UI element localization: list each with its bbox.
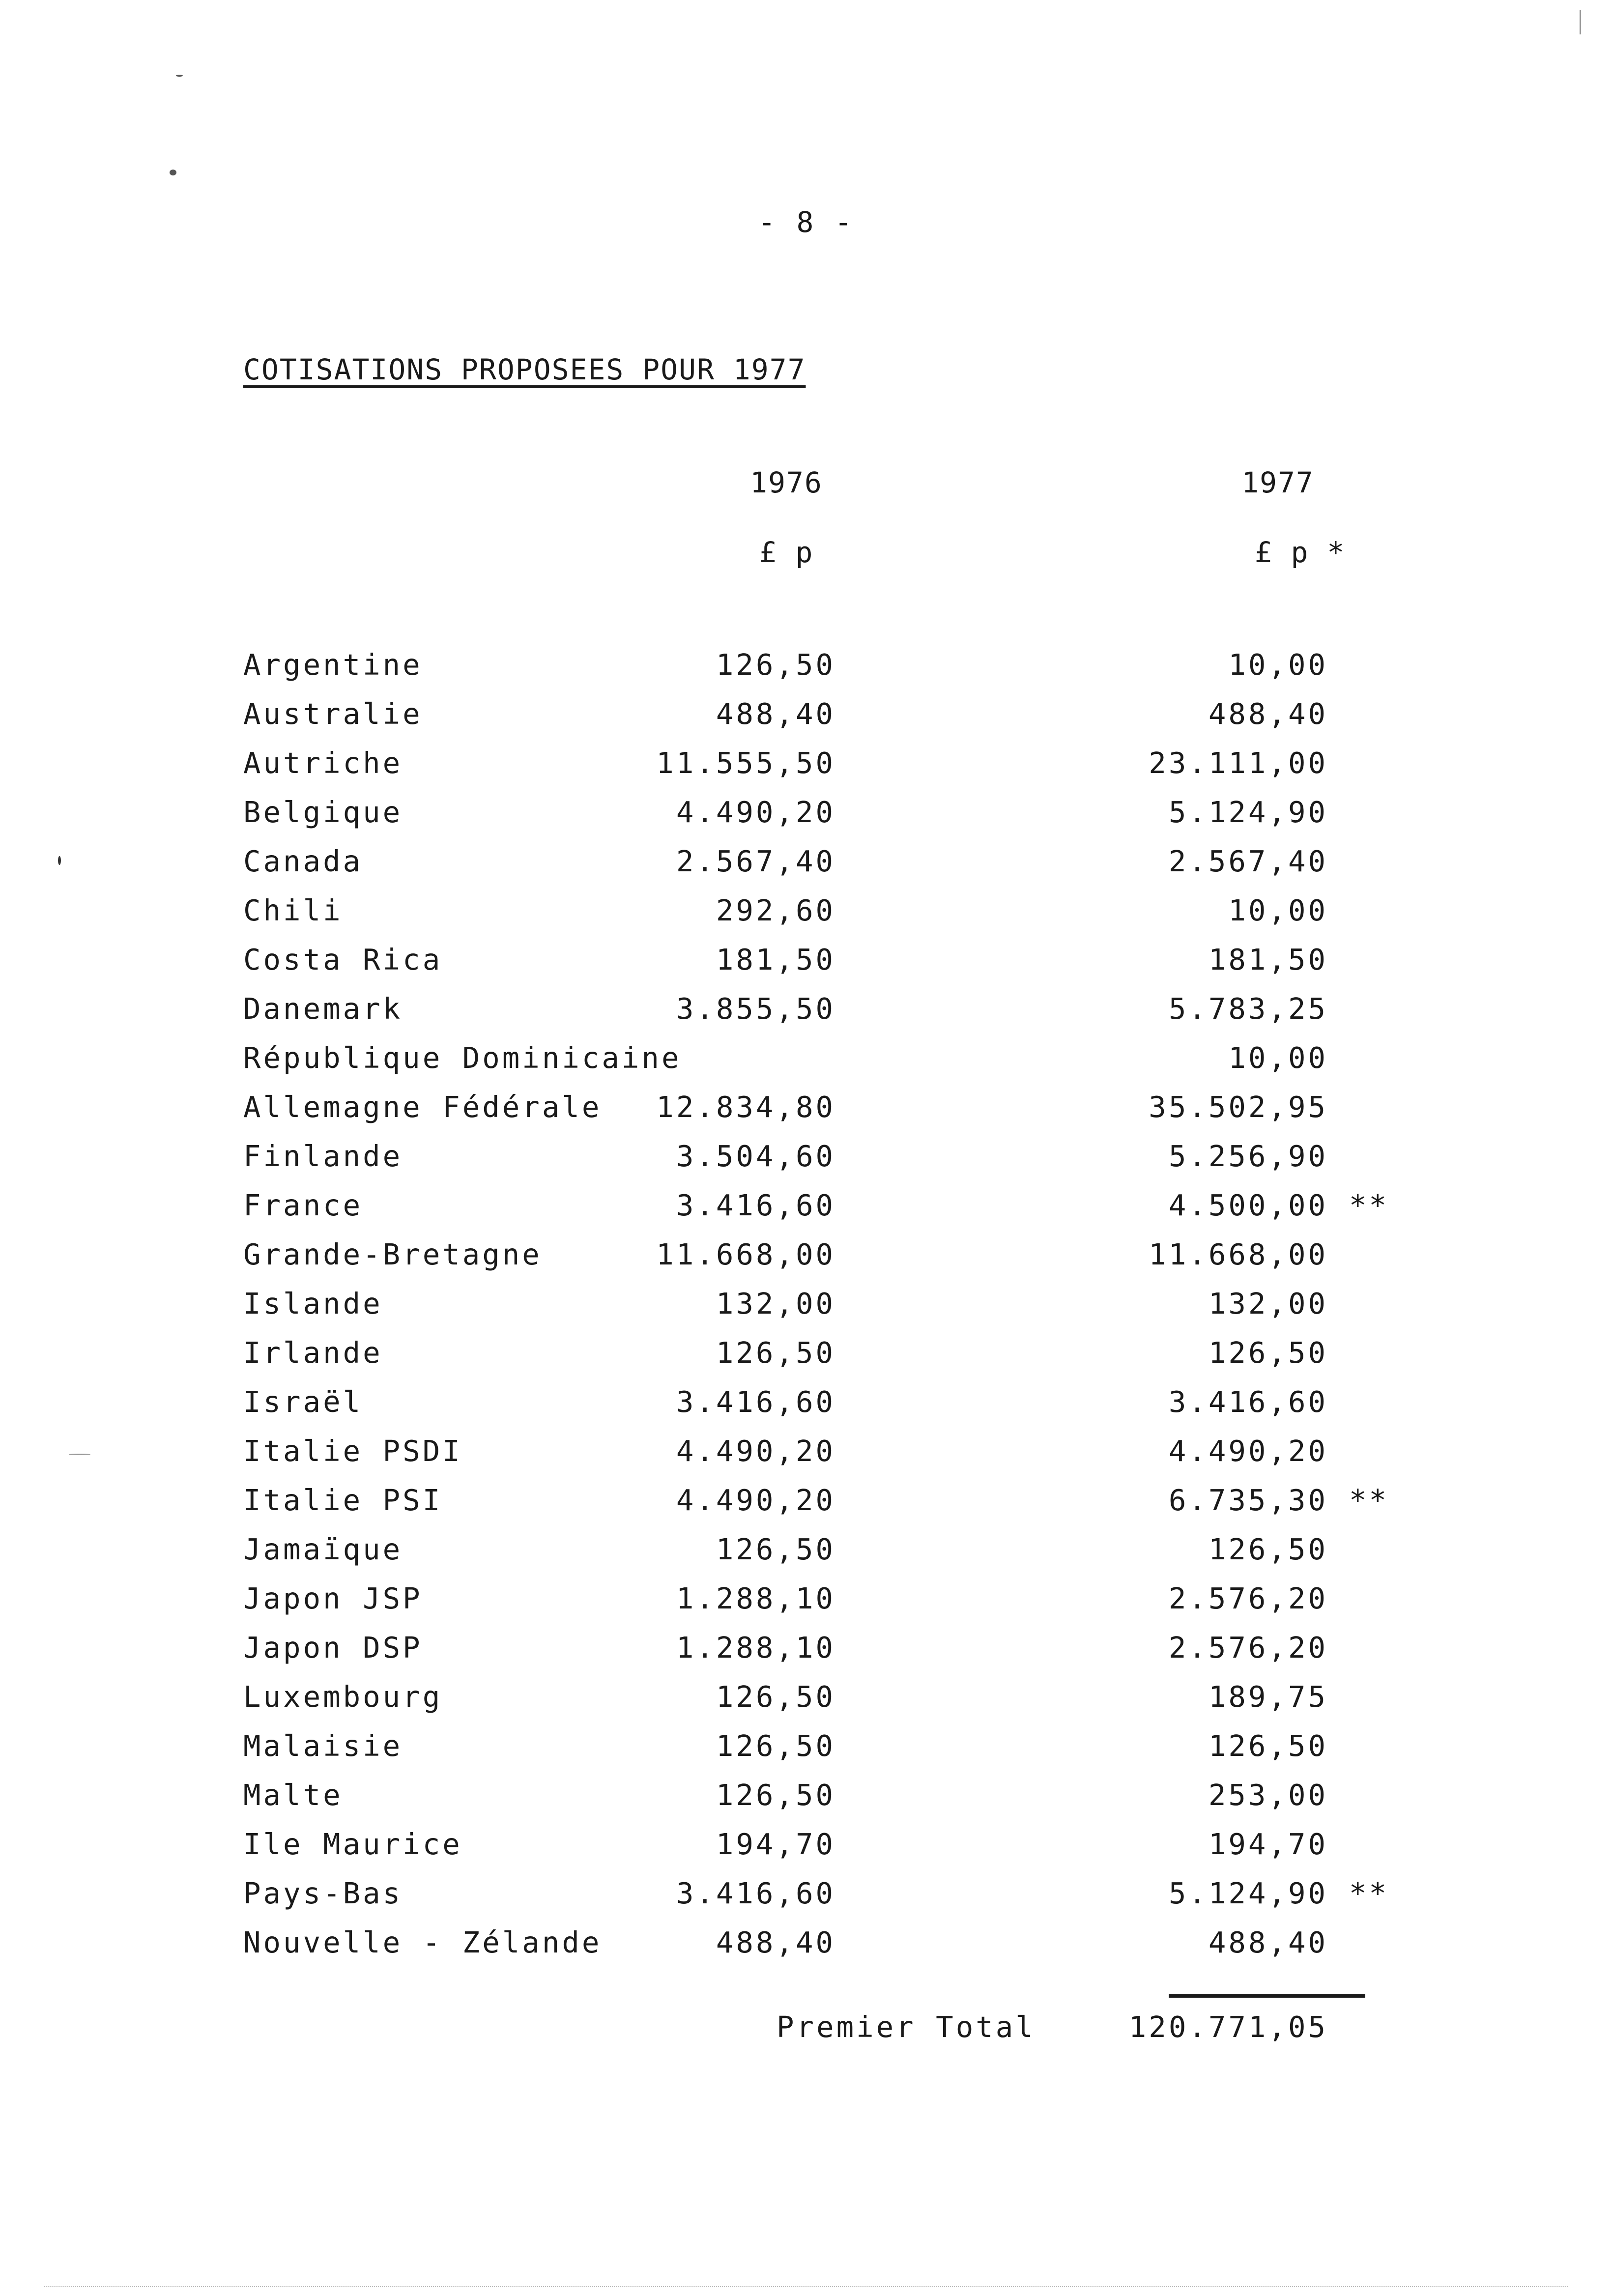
document-title: COTISATIONS PROPOSEES POUR 1977: [243, 353, 806, 386]
scan-speck: [1580, 10, 1581, 34]
table-row: [0, 1041, 1612, 1090]
table-row: [0, 1827, 1612, 1876]
value-1976: 4.490,20: [676, 795, 835, 829]
value-1977: 5.783,25: [1168, 992, 1328, 1026]
value-1977: 253,00: [1208, 1778, 1328, 1812]
scan-speck: [170, 170, 176, 175]
table-row: [0, 992, 1612, 1041]
value-1977: 2.567,40: [1168, 844, 1328, 878]
value-1976: 1.288,10: [676, 1581, 835, 1615]
value-1977: 10,00: [1228, 648, 1328, 682]
country-name: France: [243, 1188, 363, 1222]
value-1977: 132,00: [1208, 1287, 1328, 1320]
table-row: [0, 795, 1612, 844]
country-name: Grande-Bretagne: [243, 1237, 542, 1271]
value-1977: 5.256,90: [1168, 1139, 1328, 1173]
country-name: Italie PSI: [243, 1483, 443, 1517]
country-name: Pays-Bas: [243, 1876, 403, 1910]
country-name: Autriche: [243, 746, 403, 780]
value-1976: 292,60: [716, 893, 835, 927]
country-name: Costa Rica: [243, 943, 443, 976]
value-1977: 5.124,90: [1168, 1876, 1328, 1910]
scan-line: [44, 2286, 1568, 2288]
country-name: Irlande: [243, 1336, 383, 1370]
table-row: [0, 1925, 1612, 1975]
value-1976: 126,50: [716, 1336, 835, 1370]
value-1976: 126,50: [716, 1680, 835, 1714]
country-name: Luxembourg: [243, 1680, 443, 1714]
table-row: [0, 648, 1612, 697]
table-row: [0, 1287, 1612, 1336]
footnote-mark: **: [1349, 1483, 1389, 1517]
table-row: [0, 1483, 1612, 1532]
table-row: [0, 1090, 1612, 1139]
table-row: [0, 943, 1612, 992]
country-name: Israël: [243, 1385, 363, 1419]
country-name: Ile Maurice: [243, 1827, 462, 1861]
country-name: Malte: [243, 1778, 343, 1812]
value-1976: 4.490,20: [676, 1434, 835, 1468]
table-row: [0, 1778, 1612, 1827]
country-name: Nouvelle - Zélande: [243, 1925, 602, 1959]
country-name: Malaisie: [243, 1729, 403, 1763]
value-1976: 3.855,50: [676, 992, 835, 1026]
country-name: Finlande: [243, 1139, 403, 1173]
value-1976: 3.416,60: [676, 1188, 835, 1222]
value-1977: 11.668,00: [1149, 1237, 1328, 1271]
column-header-1976-year: 1976: [750, 466, 823, 499]
scan-speck: [69, 1454, 90, 1455]
country-name: Allemagne Fédérale: [243, 1090, 602, 1124]
column-header-1977-year: 1977: [1241, 466, 1314, 499]
table-row: [0, 1237, 1612, 1287]
subtotal-label: Premier Total: [777, 2010, 1036, 2044]
value-1977: 35.502,95: [1149, 1090, 1328, 1124]
value-1976: 126,50: [716, 1532, 835, 1566]
table-row: [0, 844, 1612, 893]
value-1976: 181,50: [716, 943, 835, 976]
value-1977: 3.416,60: [1168, 1385, 1328, 1419]
value-1976: 126,50: [716, 1729, 835, 1763]
country-name: Belgique: [243, 795, 403, 829]
value-1976: 126,50: [716, 1778, 835, 1812]
value-1977: 23.111,00: [1149, 746, 1328, 780]
value-1976: 126,50: [716, 648, 835, 682]
value-1977: 126,50: [1208, 1532, 1328, 1566]
value-1976: 3.416,60: [676, 1385, 835, 1419]
country-name: Canada: [243, 844, 363, 878]
value-1977: 4.500,00: [1168, 1188, 1328, 1222]
page-number: - 8 -: [758, 205, 854, 239]
value-1976: 3.416,60: [676, 1876, 835, 1910]
table-row: [0, 1188, 1612, 1237]
value-1977: 181,50: [1208, 943, 1328, 976]
table-row: [0, 893, 1612, 943]
table-row: [0, 1680, 1612, 1729]
value-1977: 4.490,20: [1168, 1434, 1328, 1468]
footnote-mark: **: [1349, 1188, 1389, 1222]
table-row: [0, 746, 1612, 795]
value-1976: 12.834,80: [656, 1090, 835, 1124]
value-1977: 126,50: [1208, 1729, 1328, 1763]
country-name: Japon JSP: [243, 1581, 423, 1615]
value-1977: 189,75: [1208, 1680, 1328, 1714]
table-row: [0, 1385, 1612, 1434]
column-header-1976-unit: £ p: [759, 536, 814, 569]
value-1976: 2.567,40: [676, 844, 835, 878]
country-name: Argentine: [243, 648, 423, 682]
value-1977: 2.576,20: [1168, 1581, 1328, 1615]
total-rule: [1169, 1994, 1365, 1998]
value-1976: 11.555,50: [656, 746, 835, 780]
value-1977: 488,40: [1208, 1925, 1328, 1959]
table-row: [0, 1139, 1612, 1188]
value-1977: 6.735,30: [1168, 1483, 1328, 1517]
column-header-1977-unit: £ p *: [1254, 536, 1346, 569]
value-1977: 5.124,90: [1168, 795, 1328, 829]
value-1976: 3.504,60: [676, 1139, 835, 1173]
value-1976: 488,40: [716, 697, 835, 731]
value-1976: 11.668,00: [656, 1237, 835, 1271]
scan-speck: [176, 75, 183, 77]
country-name: Italie PSDI: [243, 1434, 462, 1468]
table-row: [0, 1876, 1612, 1925]
value-1976: 488,40: [716, 1925, 835, 1959]
table-row: [0, 1532, 1612, 1581]
country-name: Australie: [243, 697, 423, 731]
value-1977: 488,40: [1208, 697, 1328, 731]
value-1976: 132,00: [716, 1287, 835, 1320]
value-1976: 194,70: [716, 1827, 835, 1861]
table-row: [0, 1336, 1612, 1385]
scan-speck: [58, 856, 61, 865]
footnote-mark: **: [1349, 1876, 1389, 1910]
country-name: République Dominicaine: [243, 1041, 682, 1075]
table-row: [0, 1631, 1612, 1680]
value-1976: 1.288,10: [676, 1631, 835, 1665]
table-row: [0, 1581, 1612, 1631]
country-name: Japon DSP: [243, 1631, 423, 1665]
country-name: Jamaïque: [243, 1532, 403, 1566]
table-row: [0, 1729, 1612, 1778]
country-name: Islande: [243, 1287, 383, 1320]
country-name: Danemark: [243, 992, 403, 1026]
value-1977: 194,70: [1208, 1827, 1328, 1861]
value-1977: 126,50: [1208, 1336, 1328, 1370]
value-1977: 10,00: [1228, 893, 1328, 927]
value-1976: 4.490,20: [676, 1483, 835, 1517]
value-1977: 2.576,20: [1168, 1631, 1328, 1665]
country-name: Chili: [243, 893, 343, 927]
table-row: [0, 697, 1612, 746]
value-1977: 10,00: [1228, 1041, 1328, 1075]
table-row: [0, 1434, 1612, 1483]
subtotal-value: 120.771,05: [1128, 2010, 1328, 2044]
